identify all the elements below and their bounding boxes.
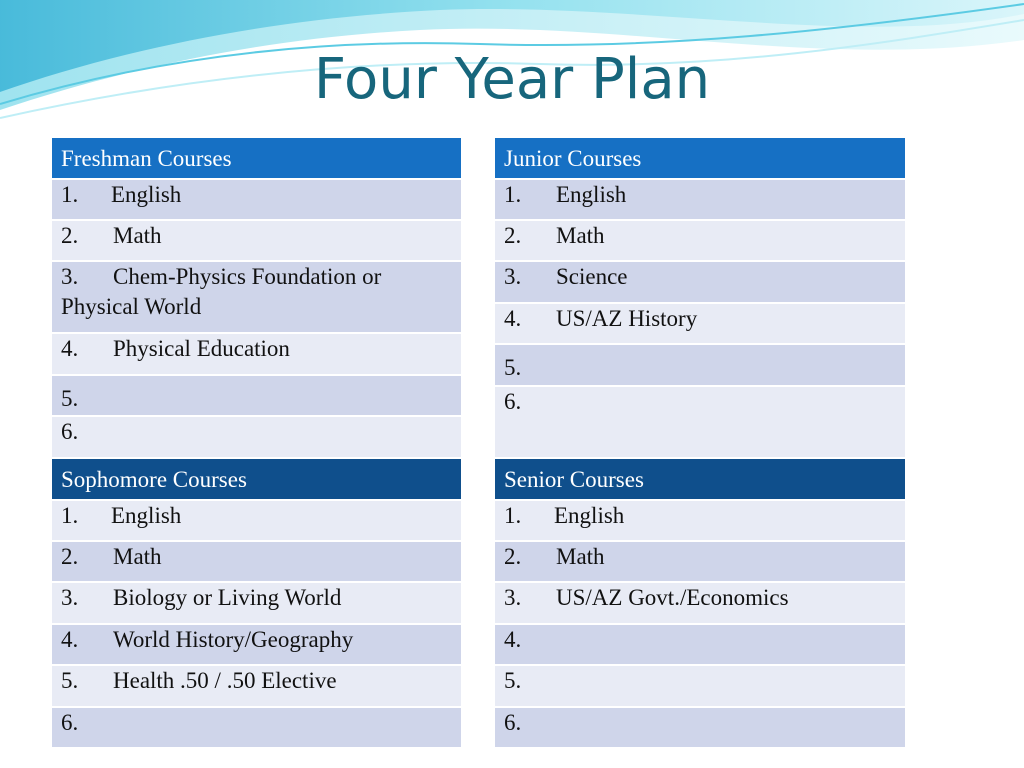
slide-title: Four Year Plan — [313, 47, 711, 112]
item-number: 3. — [504, 264, 522, 289]
sophomore-courses-table — [52, 457, 461, 749]
table-row — [52, 500, 461, 541]
course-name: US/AZ History — [556, 306, 698, 331]
table-row — [495, 179, 905, 220]
item-number: 4. — [504, 627, 522, 652]
item-number: 6. — [504, 389, 522, 414]
item-number: 3. — [61, 585, 79, 610]
table-row — [495, 707, 905, 748]
course-name: Biology or Living World — [113, 585, 342, 610]
table-row — [52, 179, 461, 220]
item-number: 1. — [504, 182, 522, 207]
item-number: 2. — [61, 223, 79, 248]
table-row — [52, 541, 461, 582]
item-number: 5. — [61, 386, 79, 411]
table-row — [495, 220, 905, 261]
table-row — [52, 665, 461, 707]
table-row — [495, 665, 905, 707]
course-name: US/AZ Govt./Economics — [556, 585, 789, 610]
item-number: 4. — [504, 306, 522, 331]
course-name: Science — [556, 264, 628, 289]
table-row — [52, 333, 461, 375]
table-row — [495, 624, 905, 665]
table-row — [495, 261, 905, 303]
table-row — [52, 416, 461, 458]
senior-header: Senior Courses — [495, 458, 905, 500]
course-name: World History/Geography — [113, 627, 354, 652]
course-name-continued: Physical World — [61, 294, 202, 319]
course-name: Health .50 / .50 Elective — [113, 668, 337, 693]
item-number: 2. — [504, 544, 522, 569]
junior-courses-table — [495, 136, 905, 459]
item-number: 1. — [61, 182, 79, 207]
course-name: Math — [556, 223, 605, 248]
course-name: Math — [113, 544, 162, 569]
item-number: 6. — [504, 710, 522, 735]
course-name: Math — [556, 544, 605, 569]
table-row — [52, 624, 461, 665]
table-row — [495, 303, 905, 344]
course-name: English — [111, 503, 182, 528]
table-row — [495, 344, 905, 386]
course-name: Chem-Physics Foundation or — [113, 264, 382, 289]
course-name: Physical Education — [113, 336, 290, 361]
item-number: 4. — [61, 336, 79, 361]
item-number: 5. — [504, 668, 522, 693]
freshman-header: Freshman Courses — [52, 137, 461, 179]
table-row — [52, 707, 461, 748]
item-number: 3. — [61, 264, 79, 289]
item-number: 6. — [61, 419, 79, 444]
table-row — [495, 541, 905, 582]
sophomore-header: Sophomore Courses — [52, 458, 461, 500]
item-number: 4. — [61, 627, 79, 652]
junior-header: Junior Courses — [495, 137, 905, 179]
item-number: 2. — [504, 223, 522, 248]
table-row — [52, 261, 461, 333]
table-row — [52, 582, 461, 624]
freshman-courses-table — [52, 136, 461, 459]
course-name: Math — [113, 223, 162, 248]
item-number: 1. — [504, 503, 522, 528]
item-number: 5. — [504, 355, 522, 380]
senior-courses-table — [495, 457, 905, 749]
item-number: 5. — [61, 668, 79, 693]
table-row — [495, 582, 905, 624]
item-number: 3. — [504, 585, 522, 610]
course-name: English — [556, 182, 627, 207]
table-row — [52, 220, 461, 261]
course-name: English — [554, 503, 625, 528]
item-number: 6. — [61, 710, 79, 735]
table-row — [52, 375, 461, 416]
item-number: 2. — [61, 544, 79, 569]
table-row — [495, 386, 905, 458]
table-row — [495, 500, 905, 541]
item-number: 1. — [61, 503, 79, 528]
course-name: English — [111, 182, 182, 207]
